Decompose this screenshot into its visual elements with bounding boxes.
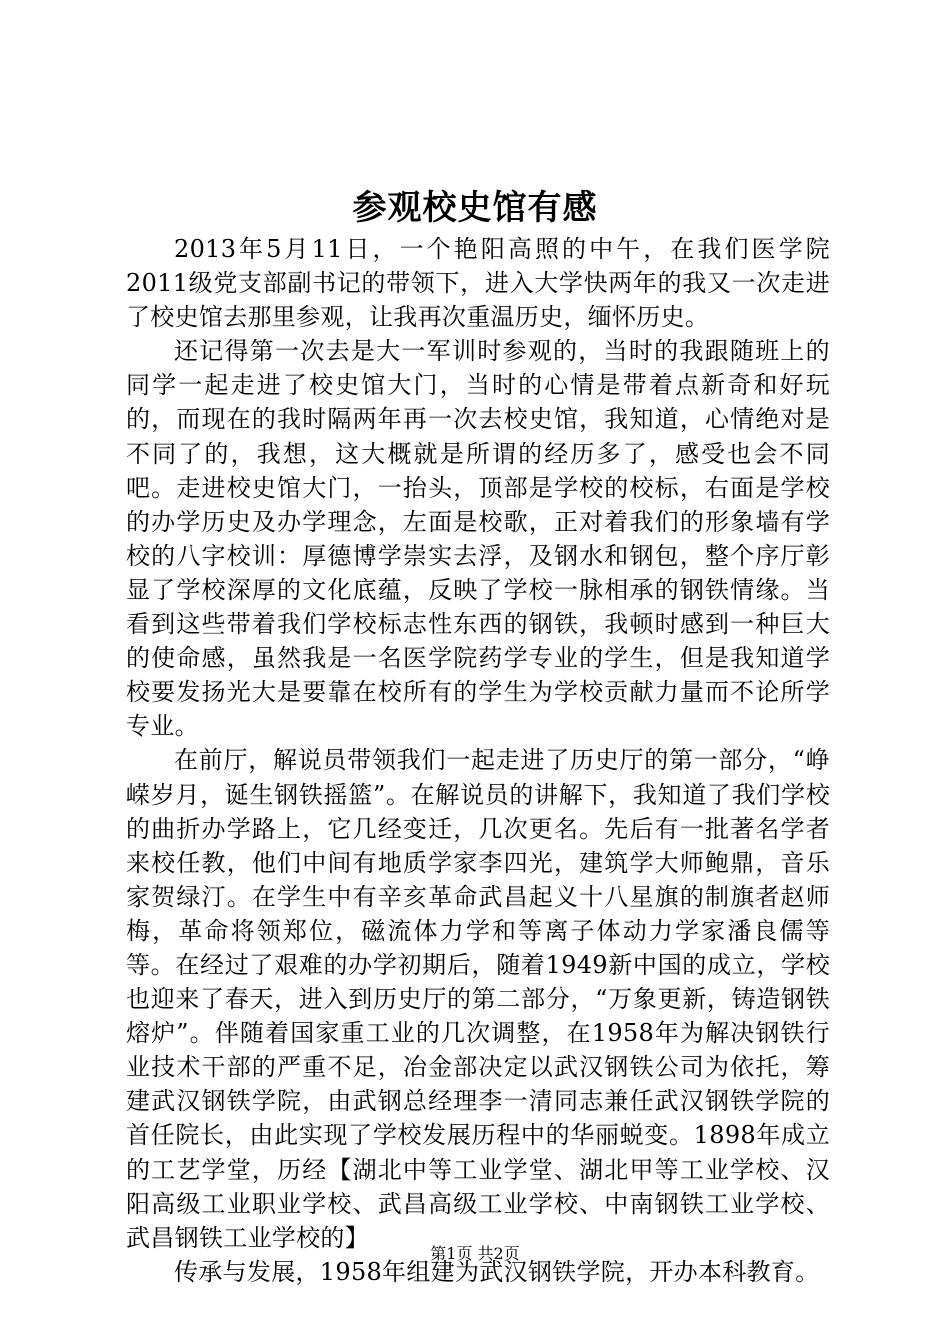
document-title: 参观校史馆有感 [352, 188, 598, 228]
paragraph-3: 在前厅，解说员带领我们一起走进了历史厅的第一部分，“峥嵘岁月，诞生钢铁摇篮”。在解说员的讲解下，我知道了我们学校的曲折办学路上，它几经变迁，几次更名。先后有一批著名学者来校任教，他们中间有地质学家李四光，建筑学大师鲍鼎，音乐家贺绿汀。在学生中有辛亥革命武昌起义十八星旗的制旗者赵师梅，革命将领郑位，磁流体力学和等离子体动力学家潘良儒等等。在经过了艰难的办学初期后，随着1949新中国的成立，学校也迎来了春天，进入到历史厅的第二部分，“万象更新，铸造钢铁熔炉”。伴随着国家重工业的几次调整，在1958年为解决钢铁行业技术干部的严重不足，冶金部决定以武汉钢铁公司为依托，筹建武汉钢铁学院，由武钢总经理李一清同志兼任武汉钢铁学院的首任院长，由此实现了学校发展历程中的华丽蜕变。1898年成立的工艺学堂，历经【湖北中等工业学堂、湖北甲等工业学校、汉阳高级工业职业学校、武昌高级工业学校、中南钢铁工业学校、武昌钢铁工业学校的】 [126, 746, 830, 1252]
paragraph-2: 还记得第一次去是大一军训时参观的，当时的我跟随班上的同学一起走进了校史馆大门，当时的心情是带着点新奇和好玩的，而现在的我时隔两年再一次去校史馆，我知道，心情绝对是不同了的，我想，这大概就是所谓的经历多了，感受也会不同吧。走进校史馆大门，一抬头，顶部是学校的校标，右面是学校的办学历史及办学理念，左面是校歌，正对着我们的形象墙有学校的八字校训：厚德博学崇实去浮，及钢水和钢包，整个序厅彰显了学校深厚的文化底蕴，反映了学校一脉相承的钢铁情缘。当看到这些带着我们学校标志性东西的钢铁，我顿时感到一种巨大的使命感，虽然我是一名医学院药学专业的学生，但是我知道学校要发扬光大是要靠在校所有的学生为学校贡献力量而不论所学专业。 [126, 337, 830, 741]
document-body [126, 232, 830, 1289]
paragraph-1: 2013年5月11日，一个艳阳高照的中午，在我们医学院2011级党支部副书记的带领下，进入大学快两年的我又一次走进了校史馆去那里参观，让我再次重温历史，缅怀历史。 [126, 235, 830, 332]
paragraph-4: 传承与发展，1958年组建为武汉钢铁学院，开办本科教育。 [174, 1257, 820, 1286]
page-number-footer: 第1页 共2页 [430, 1244, 520, 1263]
